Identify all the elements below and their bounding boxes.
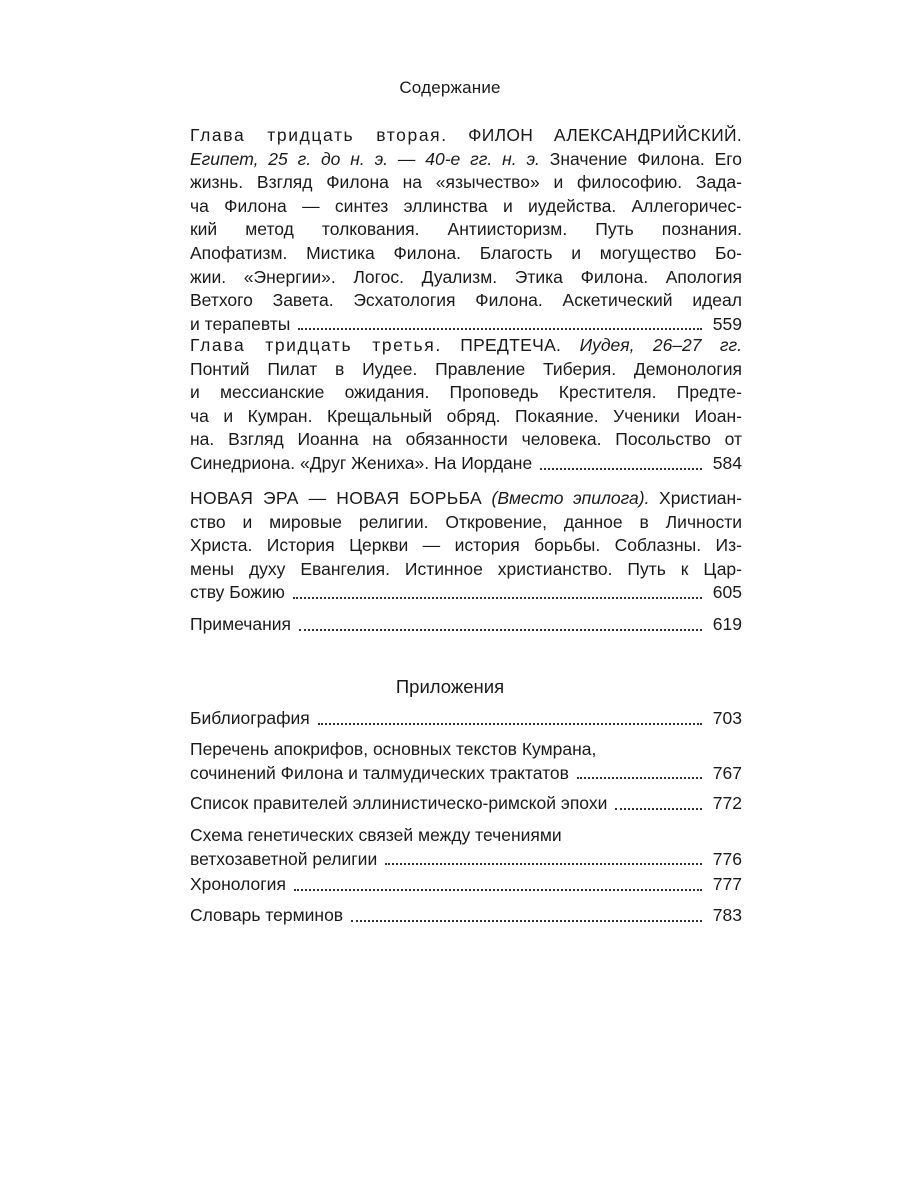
- appendix-label: Схема генетических связей между течениями: [190, 825, 562, 845]
- notes-label: Примечания: [190, 614, 292, 634]
- epilogue-description: ство и мировые религии. Откровение, данное в Личности: [190, 511, 742, 532]
- chapter-description: Ветхого Завета. Эсхатология Филона. Аскетический идеал: [190, 290, 742, 311]
- page-number: 605: [712, 582, 742, 603]
- epilogue-title: НОВАЯ ЭРА — НОВАЯ БОРЬБА: [190, 488, 482, 508]
- chapter-place-date: Иудея, 26–27 гг.: [579, 335, 742, 355]
- toc-line: [190, 487, 742, 511]
- epilogue-description: Христиан-: [659, 488, 742, 508]
- chapter-description: Понтий Пилат в Иудее. Правление Тиберия. Демонология: [190, 358, 742, 379]
- page-number: 777: [712, 874, 742, 894]
- chapter-description: жизнь. Взгляд Филона на «язычество» и философию. Зада-: [190, 172, 742, 193]
- epilogue-description: мены духу Евангелия. Истинное христианство. Путь к Цар-: [190, 558, 742, 579]
- page-number: 772: [712, 793, 742, 813]
- dot-leader: [294, 888, 702, 891]
- toc-line: [190, 334, 742, 358]
- toc-line-last: [190, 848, 742, 872]
- toc-entry-appendix-glossary[interactable]: [190, 904, 742, 928]
- appendix-label: Библиография: [190, 708, 310, 728]
- dot-leader: [385, 862, 702, 865]
- appendix-label: Хронология: [190, 874, 286, 894]
- chapter-place-date: Египет, 25 г. до н. э. — 40-е гг. н. э.: [190, 148, 540, 169]
- dot-leader: [615, 807, 702, 810]
- dot-leader: [298, 327, 702, 330]
- chapter-description: Апофатизм. Мистика Филона. Благость и могущество Бо-: [190, 242, 742, 263]
- dot-leader: [540, 467, 702, 470]
- dot-leader: [318, 722, 702, 725]
- toc-entry-notes[interactable]: [190, 613, 742, 637]
- chapter-title: ПРЕДТЕЧА.: [460, 335, 562, 355]
- page-number: 703: [712, 708, 742, 728]
- toc-entry-epilogue[interactable]: [190, 487, 742, 605]
- toc-line-last: [190, 904, 742, 928]
- toc-line: [190, 148, 742, 172]
- appendices-heading: Приложения: [395, 676, 505, 697]
- toc-entry-appendix-scheme[interactable]: [190, 824, 742, 871]
- epilogue-subtitle: (Вместо эпилога).: [491, 488, 650, 508]
- running-head: Содержание: [399, 78, 501, 97]
- chapter-description: на. Взгляд Иоанна на обязанности человека. Посольство от: [190, 429, 742, 450]
- appendix-label: Перечень апокрифов, основных текстов Кумрана,: [190, 739, 597, 759]
- toc-entry-appendix-bibliography[interactable]: [190, 707, 742, 731]
- page-number: 767: [712, 762, 742, 783]
- page-number: 783: [712, 905, 742, 925]
- chapter-description: Синедриона. «Друг Жениха». На Иордане: [190, 452, 533, 473]
- page-number: 776: [712, 848, 742, 869]
- toc-entry-chapter-33[interactable]: [190, 334, 742, 476]
- toc-line-last: [190, 313, 742, 337]
- appendix-label: ветхозаветной религии: [190, 848, 378, 869]
- appendix-label: Словарь терминов: [190, 905, 344, 925]
- dot-leader: [577, 776, 702, 779]
- page-number: 559: [712, 313, 742, 334]
- page-number: 584: [712, 452, 742, 473]
- dot-leader: [351, 919, 702, 922]
- toc-line-last: [190, 581, 742, 605]
- epilogue-description: Христа. История Церкви — история борьбы. Соблазны. Из-: [190, 535, 742, 556]
- epilogue-description: ству Божию: [190, 582, 285, 603]
- toc-line-last: [190, 613, 742, 637]
- chapter-title: ФИЛОН АЛЕКСАНДРИЙСКИЙ.: [468, 125, 742, 145]
- toc-line-last: [190, 707, 742, 731]
- dot-leader: [293, 596, 702, 599]
- toc-entry-appendix-apocrypha[interactable]: [190, 738, 742, 785]
- toc-line-last: [190, 452, 742, 476]
- chapter-description: Значение Филона. Его: [549, 148, 742, 169]
- chapter-description: кий метод толкования. Антиисторизм. Путь познания.: [190, 219, 742, 240]
- toc-entry-chapter-32[interactable]: [190, 124, 742, 336]
- appendix-label: сочинений Филона и талмудических трактатов: [190, 762, 569, 783]
- toc-entry-appendix-rulers[interactable]: [190, 792, 742, 816]
- toc-line-last: [190, 792, 742, 816]
- chapter-label: Глава тридцать третья.: [190, 335, 442, 355]
- chapter-label: Глава тридцать вторая.: [190, 125, 448, 145]
- chapter-description: и терапевты: [190, 313, 291, 334]
- toc-line-last: [190, 873, 742, 897]
- appendix-label: Список правителей эллинистическо-римской эпохи: [190, 793, 608, 813]
- toc-entry-appendix-chronology[interactable]: [190, 873, 742, 897]
- toc-line-last: [190, 762, 742, 786]
- toc-line: [190, 124, 742, 148]
- page-number: 619: [712, 614, 742, 634]
- chapter-description: жии. «Энергии». Логос. Дуализм. Этика Филона. Апология: [190, 266, 742, 287]
- dot-leader: [299, 628, 702, 631]
- chapter-description: ча Филона — синтез эллинства и иудейства. Аллегоричес-: [190, 195, 742, 216]
- chapter-description: ча и Кумран. Крещальный обряд. Покаяние. Ученики Иоан-: [190, 405, 742, 426]
- chapter-description: и мессианские ожидания. Проповедь Крестителя. Предте-: [190, 382, 742, 403]
